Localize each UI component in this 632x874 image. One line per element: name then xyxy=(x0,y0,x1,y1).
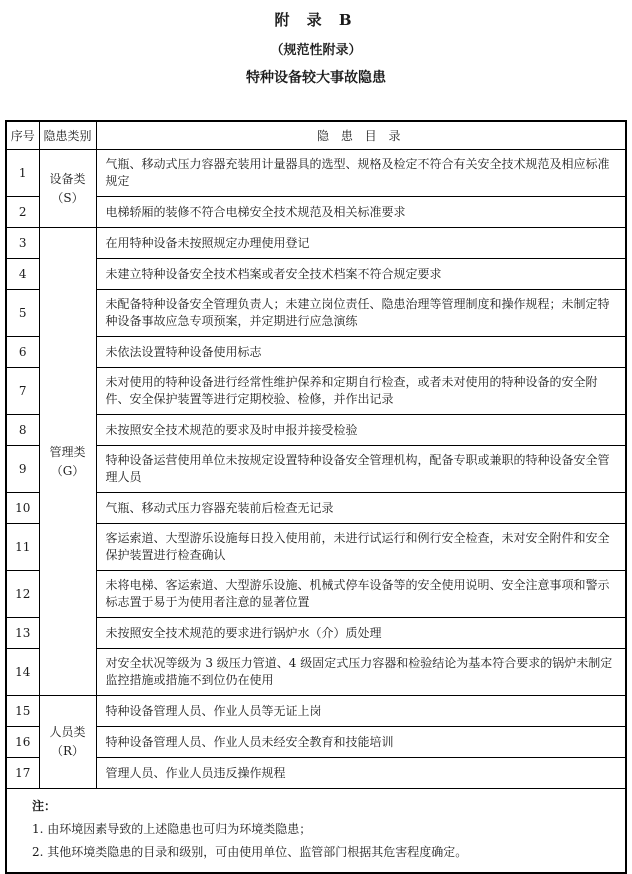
note-item-1: 1. 由环境因素导致的上述隐患也可归为环境类隐患； xyxy=(32,822,312,836)
row-number: 4 xyxy=(6,259,39,290)
category-cell-equipment xyxy=(39,150,96,228)
row-number: 7 xyxy=(6,368,39,415)
table-row xyxy=(6,259,626,290)
table-row xyxy=(6,197,626,228)
table-row xyxy=(6,493,626,524)
category-code: （R） xyxy=(50,744,85,758)
table-row xyxy=(6,446,626,493)
hazard-desc: 未将电梯、客运索道、大型游乐设施、机械式停车设备等的安全使用说明、安全注意事项和警示标志置于易于为使用者注意的显著位置 xyxy=(96,571,626,618)
table-row xyxy=(6,571,626,618)
appendix-title: 附 录 B xyxy=(274,11,358,29)
table-row xyxy=(6,337,626,368)
table-row xyxy=(6,696,626,727)
hazard-desc: 客运索道、大型游乐设施每日投入使用前，未进行试运行和例行安全检查，未对安全附件和安全保护装置进行检查确认 xyxy=(96,524,626,571)
hazard-table xyxy=(5,120,627,874)
hazard-desc: 在用特种设备未按照规定办理使用登记 xyxy=(96,228,626,259)
header-catalog: 隐 患 目 录 xyxy=(96,121,626,150)
row-number: 6 xyxy=(6,337,39,368)
row-number: 11 xyxy=(6,524,39,571)
hazard-desc: 未建立特种设备安全技术档案或者安全技术档案不符合规定要求 xyxy=(96,259,626,290)
table-header-row xyxy=(6,121,626,150)
row-number: 14 xyxy=(6,649,39,696)
category-code: （S） xyxy=(51,190,84,205)
appendix-subtitle: （规范性附录） xyxy=(270,43,362,58)
row-number: 8 xyxy=(6,415,39,446)
table-row xyxy=(6,524,626,571)
table-row xyxy=(6,368,626,415)
row-number: 3 xyxy=(6,228,39,259)
table-row xyxy=(6,228,626,259)
table-row xyxy=(6,758,626,789)
notes-row xyxy=(6,789,626,874)
header-no: 序号 xyxy=(6,121,39,150)
row-number: 15 xyxy=(6,696,39,727)
category-cell-management xyxy=(39,228,96,696)
row-number: 16 xyxy=(6,727,39,758)
document-header xyxy=(0,0,632,87)
note-item-2: 2. 其他环境类隐患的目录和级别，可由使用单位、监管部门根据其危害程度确定。 xyxy=(32,845,468,859)
category-name: 人员类 xyxy=(49,725,86,739)
hazard-desc: 未按照安全技术规范的要求及时申报并接受检验 xyxy=(96,415,626,446)
table-row xyxy=(6,415,626,446)
notes-label: 注： xyxy=(32,799,57,813)
hazard-desc: 未按照安全技术规范的要求进行锅炉水（介）质处理 xyxy=(96,618,626,649)
hazard-desc: 未依法设置特种设备使用标志 xyxy=(96,337,626,368)
hazard-desc: 特种设备管理人员、作业人员未经安全教育和技能培训 xyxy=(96,727,626,758)
table-row xyxy=(6,618,626,649)
hazard-desc: 特种设备运营使用单位未按规定设置特种设备安全管理机构，配备专职或兼职的特种设备安全管理人员 xyxy=(96,446,626,493)
row-number: 12 xyxy=(6,571,39,618)
notes-section xyxy=(6,789,626,874)
hazard-desc: 未对使用的特种设备进行经常性维护保养和定期自行检查，或者未对使用的特种设备的安全附件、安全保护装置等进行定期校验、检修，并作出记录 xyxy=(96,368,626,415)
row-number: 10 xyxy=(6,493,39,524)
row-number: 13 xyxy=(6,618,39,649)
header-category: 隐患类别 xyxy=(39,121,96,150)
category-name: 设备类 xyxy=(49,171,86,186)
row-number: 2 xyxy=(6,197,39,228)
table-row xyxy=(6,150,626,197)
table-row xyxy=(6,649,626,696)
row-number: 1 xyxy=(6,150,39,197)
hazard-desc: 电梯轿厢的装修不符合电梯安全技术规范及相关标准要求 xyxy=(96,197,626,228)
row-number: 17 xyxy=(6,758,39,789)
appendix-heading: 特种设备较大事故隐患 xyxy=(246,70,386,86)
hazard-desc: 管理人员、作业人员违反操作规程 xyxy=(96,758,626,789)
row-number: 9 xyxy=(6,446,39,493)
hazard-desc: 气瓶、移动式压力容器充装用计量器具的选型、规格及检定不符合有关安全技术规范及相应标准规定 xyxy=(96,150,626,197)
hazard-desc: 对安全状况等级为 3 级压力管道、4 级固定式压力容器和检验结论为基本符合要求的锅炉未制定监控措施或措施不到位仍在使用 xyxy=(96,649,626,696)
hazard-desc: 气瓶、移动式压力容器充装前后检查无记录 xyxy=(96,493,626,524)
category-code: （G） xyxy=(50,463,85,478)
category-name: 管理类 xyxy=(49,444,86,459)
hazard-desc: 未配备特种设备安全管理负责人；未建立岗位责任、隐患治理等管理制度和操作规程；未制定特种设备事故应急专项预案，并定期进行应急演练 xyxy=(96,290,626,337)
table-row xyxy=(6,727,626,758)
category-cell-personnel xyxy=(39,696,96,789)
table-row xyxy=(6,290,626,337)
hazard-desc: 特种设备管理人员、作业人员等无证上岗 xyxy=(96,696,626,727)
row-number: 5 xyxy=(6,290,39,337)
